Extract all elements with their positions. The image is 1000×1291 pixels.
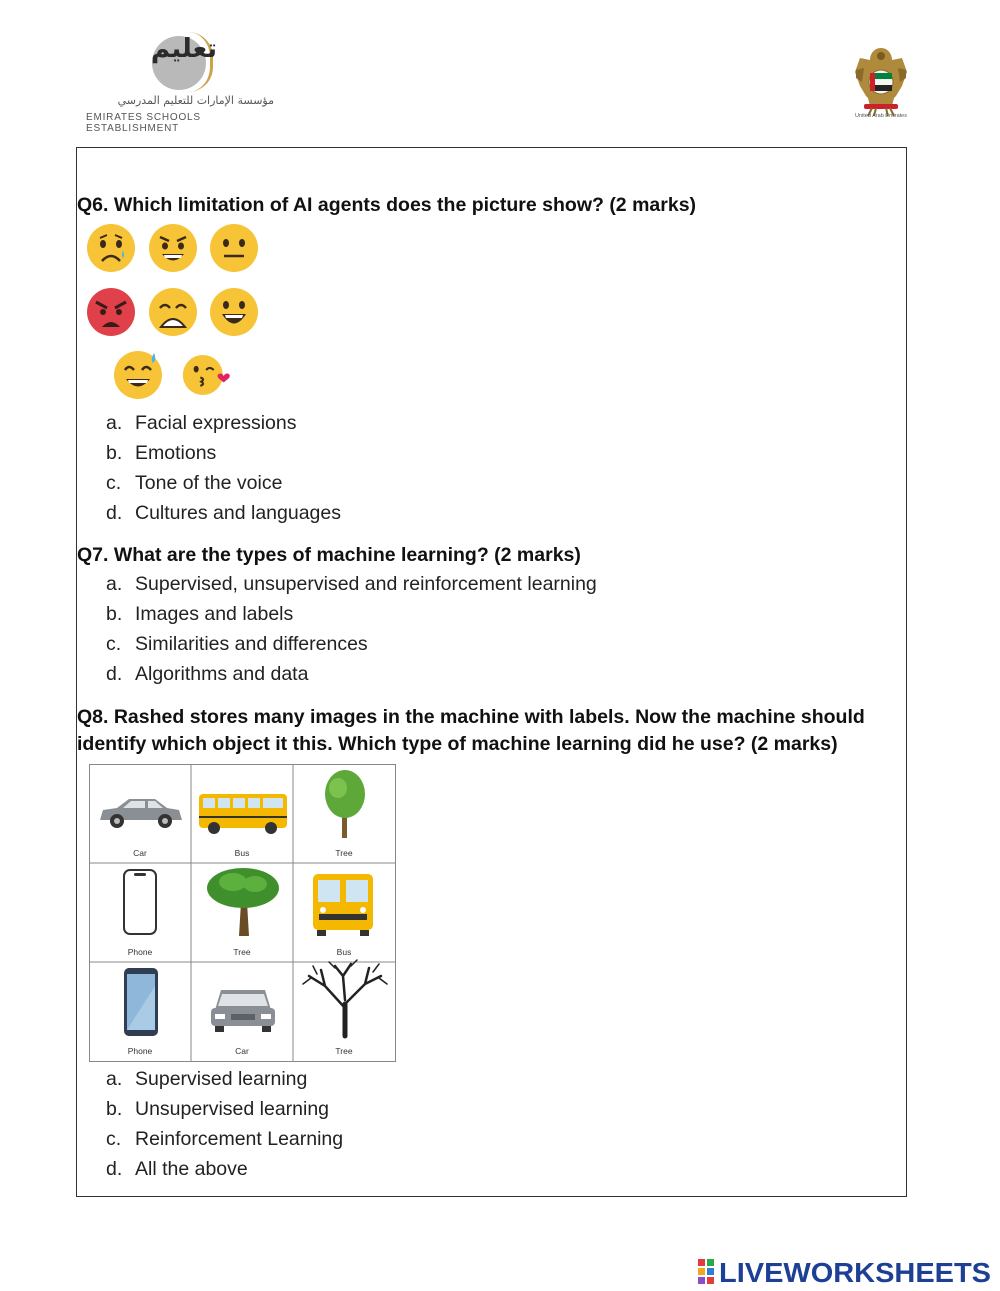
kissing-heart-emoji-icon [182, 350, 232, 400]
option-a[interactable] [106, 1064, 343, 1094]
uae-emblem-icon [852, 42, 910, 124]
liveworksheets-logo [697, 1255, 993, 1287]
option-text: All the above [135, 1158, 248, 1180]
grid-label: Tree [335, 848, 353, 858]
school-bus-front-icon [313, 874, 373, 936]
tired-face-emoji-icon [148, 287, 198, 337]
q8-options [106, 1064, 343, 1184]
option-letter: b. [106, 442, 123, 464]
option-letter: a. [106, 573, 123, 595]
grid-label: Bus [336, 947, 352, 957]
smartphone-icon [124, 968, 158, 1036]
logo-arabic-word: تعليم [150, 34, 218, 64]
labeled-images-grid [89, 764, 396, 1062]
option-letter: b. [106, 1098, 123, 1120]
emblem-caption: United Arab Emirates [855, 113, 907, 119]
option-d[interactable] [106, 1154, 343, 1184]
question-6: Q6. Which limitation of AI agents does the picture show? (2 marks) [77, 194, 697, 216]
logo-english-name: EMIRATES SCHOOLS ESTABLISHMENT [86, 112, 201, 134]
q6-options [106, 408, 341, 528]
sweat-smile-emoji-icon [113, 350, 163, 400]
option-c[interactable] [106, 468, 341, 498]
grid-label: Phone [127, 947, 153, 957]
grid-label: Car [235, 1046, 249, 1056]
smirk-grin-emoji-icon [148, 223, 198, 273]
option-text: Supervised, unsupervised and reinforcement learning [135, 573, 597, 595]
option-letter: b. [106, 603, 123, 625]
grid-label: Tree [335, 1046, 353, 1056]
option-text: Reinforcement Learning [135, 1128, 344, 1150]
option-c[interactable] [106, 629, 597, 659]
question-7: Q7. What are the types of machine learning? (2 marks) [77, 544, 581, 566]
option-d[interactable] [106, 498, 341, 528]
grid-label: Car [133, 848, 147, 858]
option-letter: d. [106, 502, 123, 524]
option-text: Unsupervised learning [135, 1098, 330, 1120]
angry-face-emoji-icon [86, 287, 136, 337]
option-letter: a. [106, 412, 123, 434]
option-letter: d. [106, 1158, 123, 1180]
option-c[interactable] [106, 1124, 343, 1154]
school-bus-side-icon [199, 794, 287, 834]
option-letter: c. [106, 472, 122, 494]
option-text: Cultures and languages [135, 502, 341, 524]
grid-label: Phone [127, 1046, 153, 1056]
option-b[interactable] [106, 438, 341, 468]
grid-label: Bus [234, 848, 250, 858]
option-text: Supervised learning [135, 1068, 308, 1090]
option-text: Algorithms and data [135, 663, 309, 685]
option-text: Emotions [135, 442, 217, 464]
option-text: Similarities and differences [135, 633, 368, 655]
question-8: Q8. Rashed stores many images in the machine with labels. Now the machine should identify which object it this. Which type of machine learning did he use? (2 marks) [77, 706, 865, 755]
option-a[interactable] [106, 569, 597, 599]
q7-options [106, 569, 597, 689]
option-text: Facial expressions [135, 412, 297, 434]
emirates-schools-logo [84, 30, 284, 134]
grid-label: Tree [233, 947, 251, 957]
option-d[interactable] [106, 659, 597, 689]
happy-face-emoji-icon [209, 287, 259, 337]
liveworksheets-brand: LIVEWORKSHEETS [719, 1257, 991, 1287]
car-front-icon [211, 990, 275, 1032]
option-text: Images and labels [135, 603, 294, 625]
neutral-face-emoji-icon [209, 223, 259, 273]
option-a[interactable] [106, 408, 341, 438]
option-letter: c. [106, 1128, 122, 1150]
option-letter: d. [106, 663, 123, 685]
option-letter: c. [106, 633, 122, 655]
phone-outline-icon [124, 870, 156, 934]
logo-arabic-name: مؤسسة الإمارات للتعليم المدرسي [117, 94, 274, 107]
option-letter: a. [106, 1068, 123, 1090]
option-text: Tone of the voice [135, 472, 283, 494]
option-b[interactable] [106, 1094, 343, 1124]
option-b[interactable] [106, 599, 597, 629]
sad-tear-emoji-icon [86, 223, 136, 273]
